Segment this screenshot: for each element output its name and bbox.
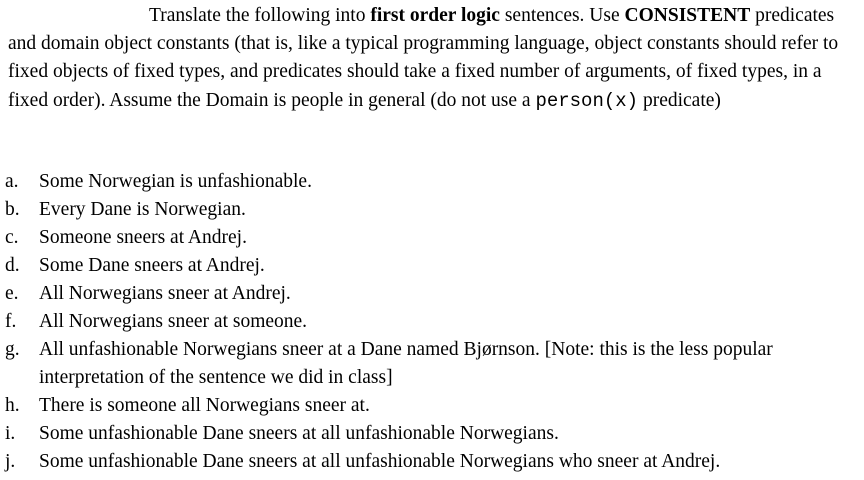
item-text: Some unfashionable Dane sneers at all unfashionable Norwegians who sneer at Andrej. <box>39 451 721 472</box>
instructions-bold-consistent: CONSISTENT <box>624 5 751 26</box>
list-item <box>0 224 864 252</box>
instructions-text-2: sentences. Use <box>499 5 625 26</box>
instructions-text-4: predicate) <box>638 89 721 111</box>
item-text: Some Norwegian is unfashionable. <box>39 171 312 192</box>
item-letter: i. <box>5 423 16 444</box>
list-item <box>0 448 864 476</box>
item-letter: h. <box>5 395 20 416</box>
list-item <box>0 392 864 420</box>
item-letter: j. <box>5 451 16 472</box>
instructions-paragraph <box>8 2 860 115</box>
instructions-text-1: Translate the following into <box>149 5 371 26</box>
list-item <box>0 280 864 308</box>
item-text: All Norwegians sneer at Andrej. <box>39 283 291 304</box>
item-text: Some Dane sneers at Andrej. <box>39 255 265 276</box>
list-item <box>0 308 864 336</box>
list-item <box>0 196 864 224</box>
item-letter: f. <box>5 311 17 332</box>
sentence-list <box>0 168 864 476</box>
list-item <box>0 252 864 280</box>
item-letter: g. <box>5 339 20 360</box>
list-item <box>0 168 864 196</box>
item-text: There is someone all Norwegians sneer at. <box>39 395 370 416</box>
instructions-code-person: person(x) <box>535 89 639 112</box>
instructions-text-3: predicates and domain object constants (that is, like a typical programming language, object constants should refer to fixed objects of fixed types, and predicates should take a fixed number of arguments, of fixed types, in a fixed order). Assume the Domain is people in general (do not use a <box>8 5 839 111</box>
item-letter: c. <box>5 227 19 248</box>
item-text: Some unfashionable Dane sneers at all unfashionable Norwegians. <box>39 423 559 444</box>
item-text: All unfashionable Norwegians sneer at a Dane named Bjørnson. [Note: this is the less popular interpretation of the sentence we did in class] <box>39 339 773 388</box>
item-letter: d. <box>5 255 20 276</box>
item-letter: e. <box>5 283 19 304</box>
instructions-bold-fol: first order logic <box>370 5 500 26</box>
list-item <box>0 420 864 448</box>
item-letter: b. <box>5 199 20 220</box>
item-text: All Norwegians sneer at someone. <box>39 311 308 332</box>
item-letter: a. <box>5 171 19 192</box>
list-item <box>0 336 864 392</box>
item-text: Someone sneers at Andrej. <box>39 227 247 248</box>
item-text: Every Dane is Norwegian. <box>39 199 246 220</box>
